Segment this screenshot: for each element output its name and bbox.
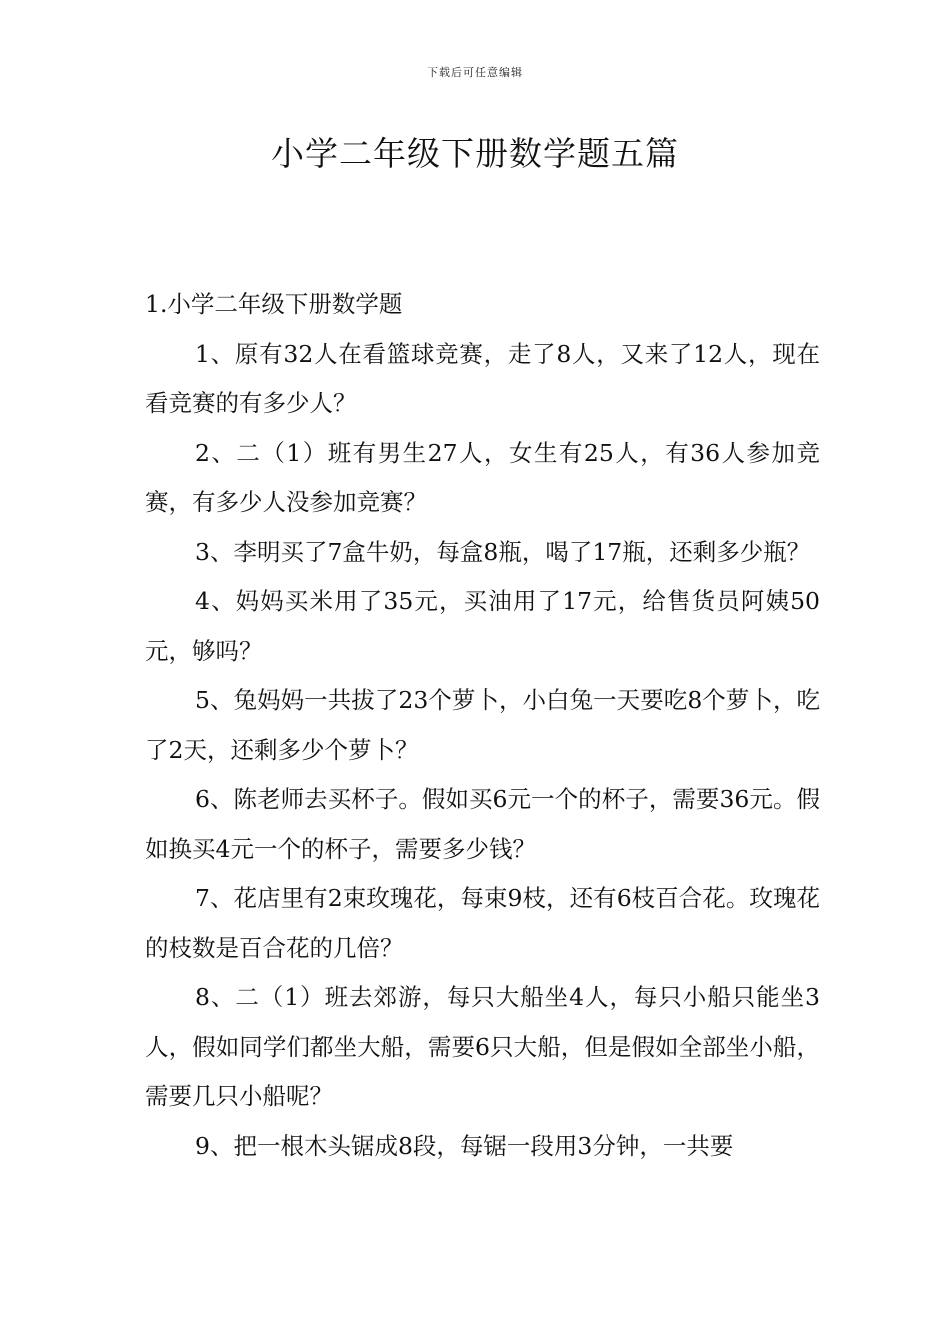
question-2: 2、二（1）班有男生27人，女生有25人，有36人参加竞赛，有多少人没参加竞赛？ — [145, 438, 820, 516]
document-title: 小学二年级下册数学题五篇 — [271, 134, 679, 173]
document-body — [145, 280, 820, 1171]
question-5: 5、兔妈妈一共拔了23个萝卜，小白兔一天要吃8个萝卜，吃了2天，还剩多少个萝卜？ — [145, 686, 820, 764]
question-6: 6、陈老师去买杯子。假如买6元一个的杯子，需要36元。假如换买4元一个的杯子，需要多少钱？ — [145, 785, 820, 863]
question-9: 9、把一根木头锯成8段，每锯一段用3分钟，一共要 — [195, 1131, 734, 1160]
question-8: 8、二（1）班去郊游，每只大船坐4人，每只小船只能坐3人，假如同学们都坐大船，需要6只大船，但是假如全部坐小船，需要几只小船呢？ — [145, 983, 820, 1110]
page-header: 下载后可任意编辑 — [427, 66, 523, 79]
question-7: 7、花店里有2束玫瑰花，每束9枝，还有6枝百合花。玫瑰花的枝数是百合花的几倍？ — [145, 884, 820, 962]
question-1: 1、原有32人在看篮球竞赛，走了8人，又来了12人，现在看竞赛的有多少人？ — [145, 339, 820, 417]
question-4: 4、妈妈买米用了35元，买油用了17元，给售货员阿姨50元，够吗？ — [145, 587, 820, 665]
section-heading: 1.小学二年级下册数学题 — [145, 290, 403, 318]
question-3: 3、李明买了7盒牛奶，每盒8瓶，喝了17瓶，还剩多少瓶？ — [195, 537, 811, 566]
